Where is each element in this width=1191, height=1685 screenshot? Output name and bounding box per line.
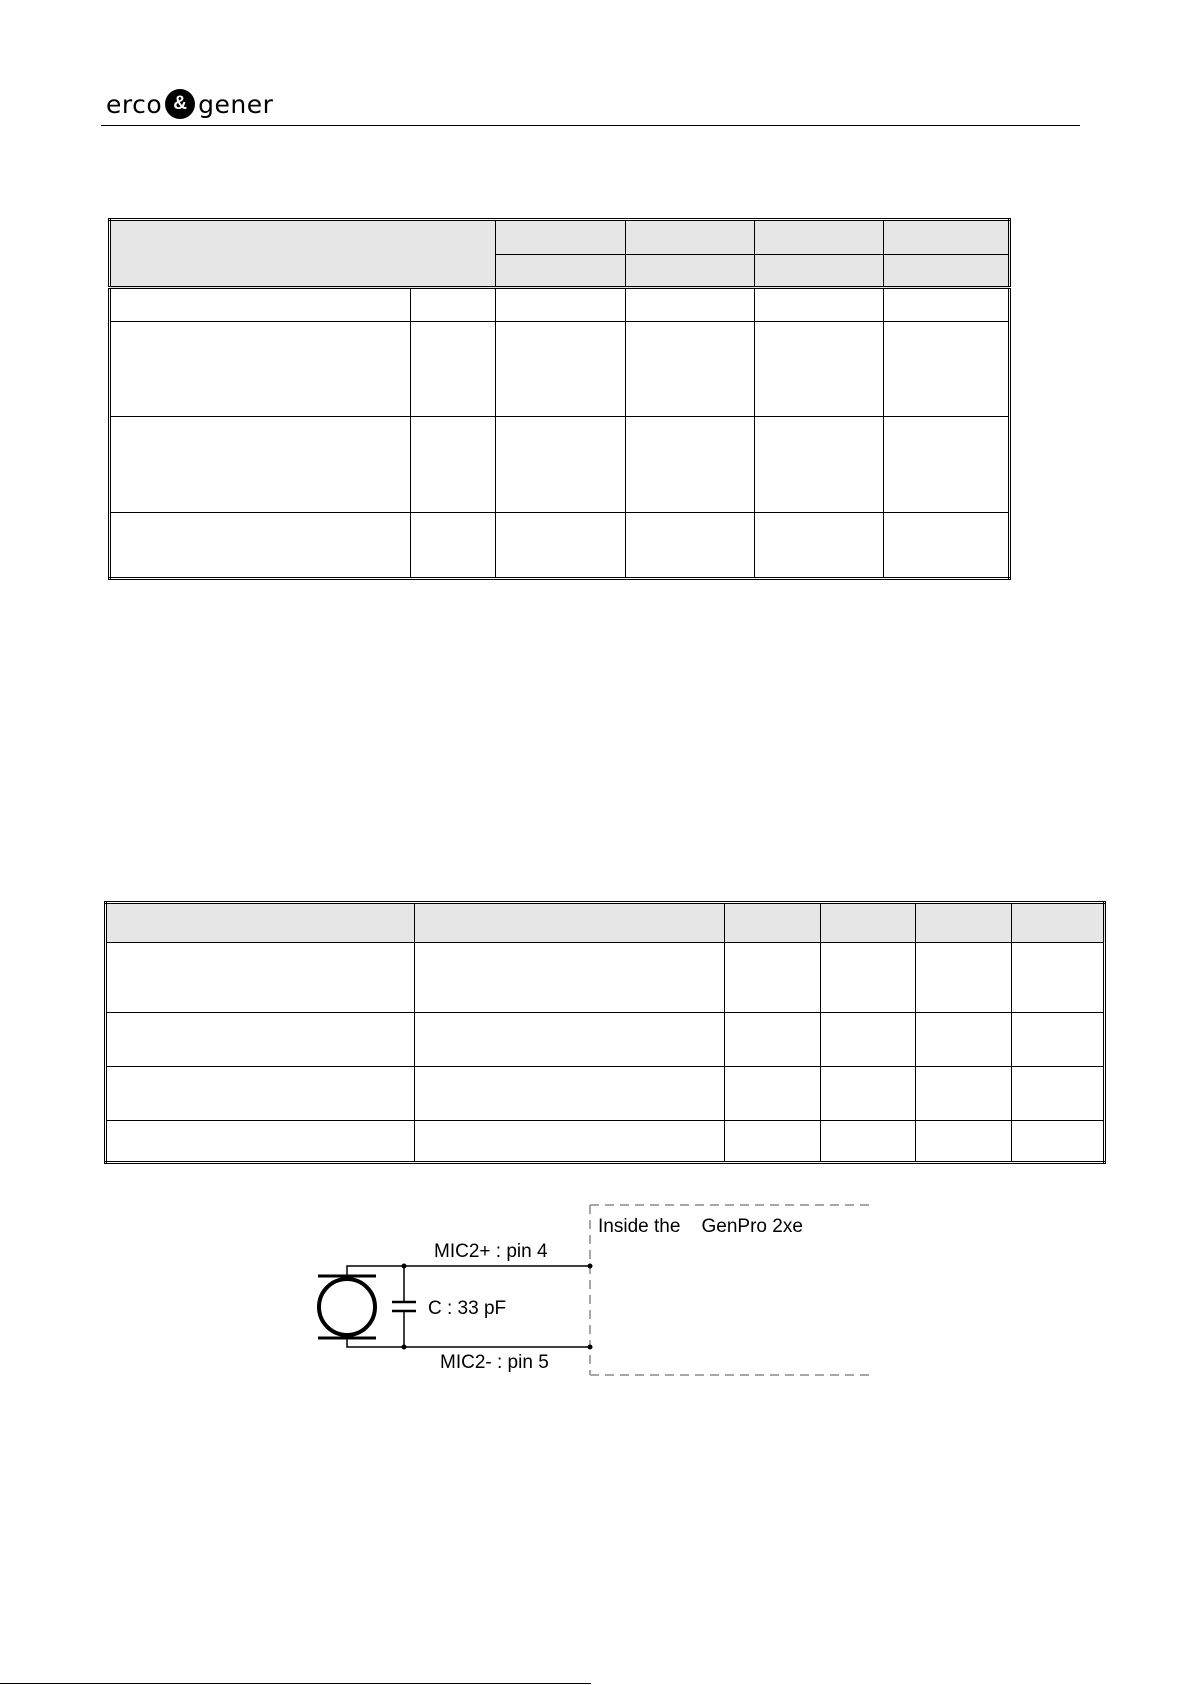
table-cell xyxy=(1011,943,1104,1013)
table-cell xyxy=(411,322,496,417)
table-header-cell xyxy=(415,903,724,943)
table-cell xyxy=(496,288,625,322)
mic-minus-label: MIC2- : pin 5 xyxy=(440,1352,549,1373)
table-row xyxy=(110,288,1010,322)
microphone-wiring-diagram xyxy=(300,1195,900,1395)
table-cell xyxy=(1011,1121,1104,1163)
capacitor-label: C : 33 pF xyxy=(428,1298,507,1319)
table-cell xyxy=(415,943,724,1013)
table-row xyxy=(106,1121,1105,1163)
table-cell xyxy=(724,1013,820,1067)
table-cell xyxy=(883,417,1009,513)
table-cell xyxy=(625,513,754,579)
table-cell xyxy=(820,1067,915,1121)
table-header-row xyxy=(106,903,1105,943)
table-cell xyxy=(625,417,754,513)
table-header-cell xyxy=(625,220,754,255)
table-cell xyxy=(110,322,411,417)
table-cell xyxy=(415,1121,724,1163)
table-header-cell xyxy=(496,255,625,288)
table-header-cell xyxy=(106,903,415,943)
table-cell xyxy=(754,417,883,513)
table-header-cell xyxy=(110,220,496,288)
table-cell xyxy=(724,1121,820,1163)
mic-plus-wire xyxy=(347,1266,590,1276)
table-cell xyxy=(883,322,1009,417)
table-cell xyxy=(411,417,496,513)
logo-text-left: erco xyxy=(106,89,163,119)
table-cell xyxy=(820,1121,915,1163)
header-divider xyxy=(101,125,1080,126)
table-header-cell xyxy=(1011,903,1104,943)
table-cell xyxy=(883,513,1009,579)
logo-text-right: gener xyxy=(198,89,274,119)
device-boundary-label: Inside the GenPro 2xe xyxy=(598,1216,803,1237)
table-header-cell xyxy=(724,903,820,943)
table-cell xyxy=(110,513,411,579)
table-cell xyxy=(820,943,915,1013)
table-cell xyxy=(754,288,883,322)
table-header-cell xyxy=(915,903,1011,943)
table-row xyxy=(110,417,1010,513)
pin5-node xyxy=(588,1345,593,1350)
logo-ampersand-badge: & xyxy=(165,89,195,119)
table-row xyxy=(110,513,1010,579)
specification-table-2 xyxy=(104,901,1106,1164)
table-cell xyxy=(915,943,1011,1013)
table-header-cell xyxy=(883,255,1009,288)
microphone-icon xyxy=(318,1276,376,1338)
table-cell xyxy=(915,1013,1011,1067)
table-cell xyxy=(106,1121,415,1163)
table-cell xyxy=(1011,1067,1104,1121)
mic-plus-label: MIC2+ : pin 4 xyxy=(434,1241,548,1262)
table-cell xyxy=(110,288,411,322)
specification-table-1 xyxy=(108,218,1011,580)
footer-divider xyxy=(0,1683,591,1684)
table-cell xyxy=(754,513,883,579)
table-row xyxy=(110,322,1010,417)
table-cell xyxy=(411,513,496,579)
table-cell xyxy=(820,1013,915,1067)
table-header-cell xyxy=(820,903,915,943)
table-cell xyxy=(496,513,625,579)
table-cell xyxy=(411,288,496,322)
table-cell xyxy=(625,322,754,417)
table-cell xyxy=(106,1013,415,1067)
capacitor-icon xyxy=(392,1266,416,1347)
table-row xyxy=(106,943,1105,1013)
table-cell xyxy=(106,943,415,1013)
table-header-cell xyxy=(883,220,1009,255)
mic-minus-wire xyxy=(347,1338,590,1347)
table-cell xyxy=(1011,1013,1104,1067)
table-cell xyxy=(724,1067,820,1121)
company-logo xyxy=(106,84,273,124)
table-cell xyxy=(106,1067,415,1121)
table-cell xyxy=(915,1121,1011,1163)
table-cell xyxy=(496,417,625,513)
table-cell xyxy=(415,1013,724,1067)
table-cell xyxy=(496,322,625,417)
table-header-cell xyxy=(754,220,883,255)
table-cell xyxy=(883,288,1009,322)
pin4-node xyxy=(588,1264,593,1269)
table-cell xyxy=(754,322,883,417)
table-cell xyxy=(110,417,411,513)
table-cell xyxy=(724,943,820,1013)
table-header-row xyxy=(110,220,1010,255)
table-row xyxy=(106,1067,1105,1121)
table-header-cell xyxy=(754,255,883,288)
table-cell xyxy=(625,288,754,322)
table-cell xyxy=(415,1067,724,1121)
table-cell xyxy=(915,1067,1011,1121)
table-header-cell xyxy=(625,255,754,288)
table-row xyxy=(106,1013,1105,1067)
table-header-cell xyxy=(496,220,625,255)
